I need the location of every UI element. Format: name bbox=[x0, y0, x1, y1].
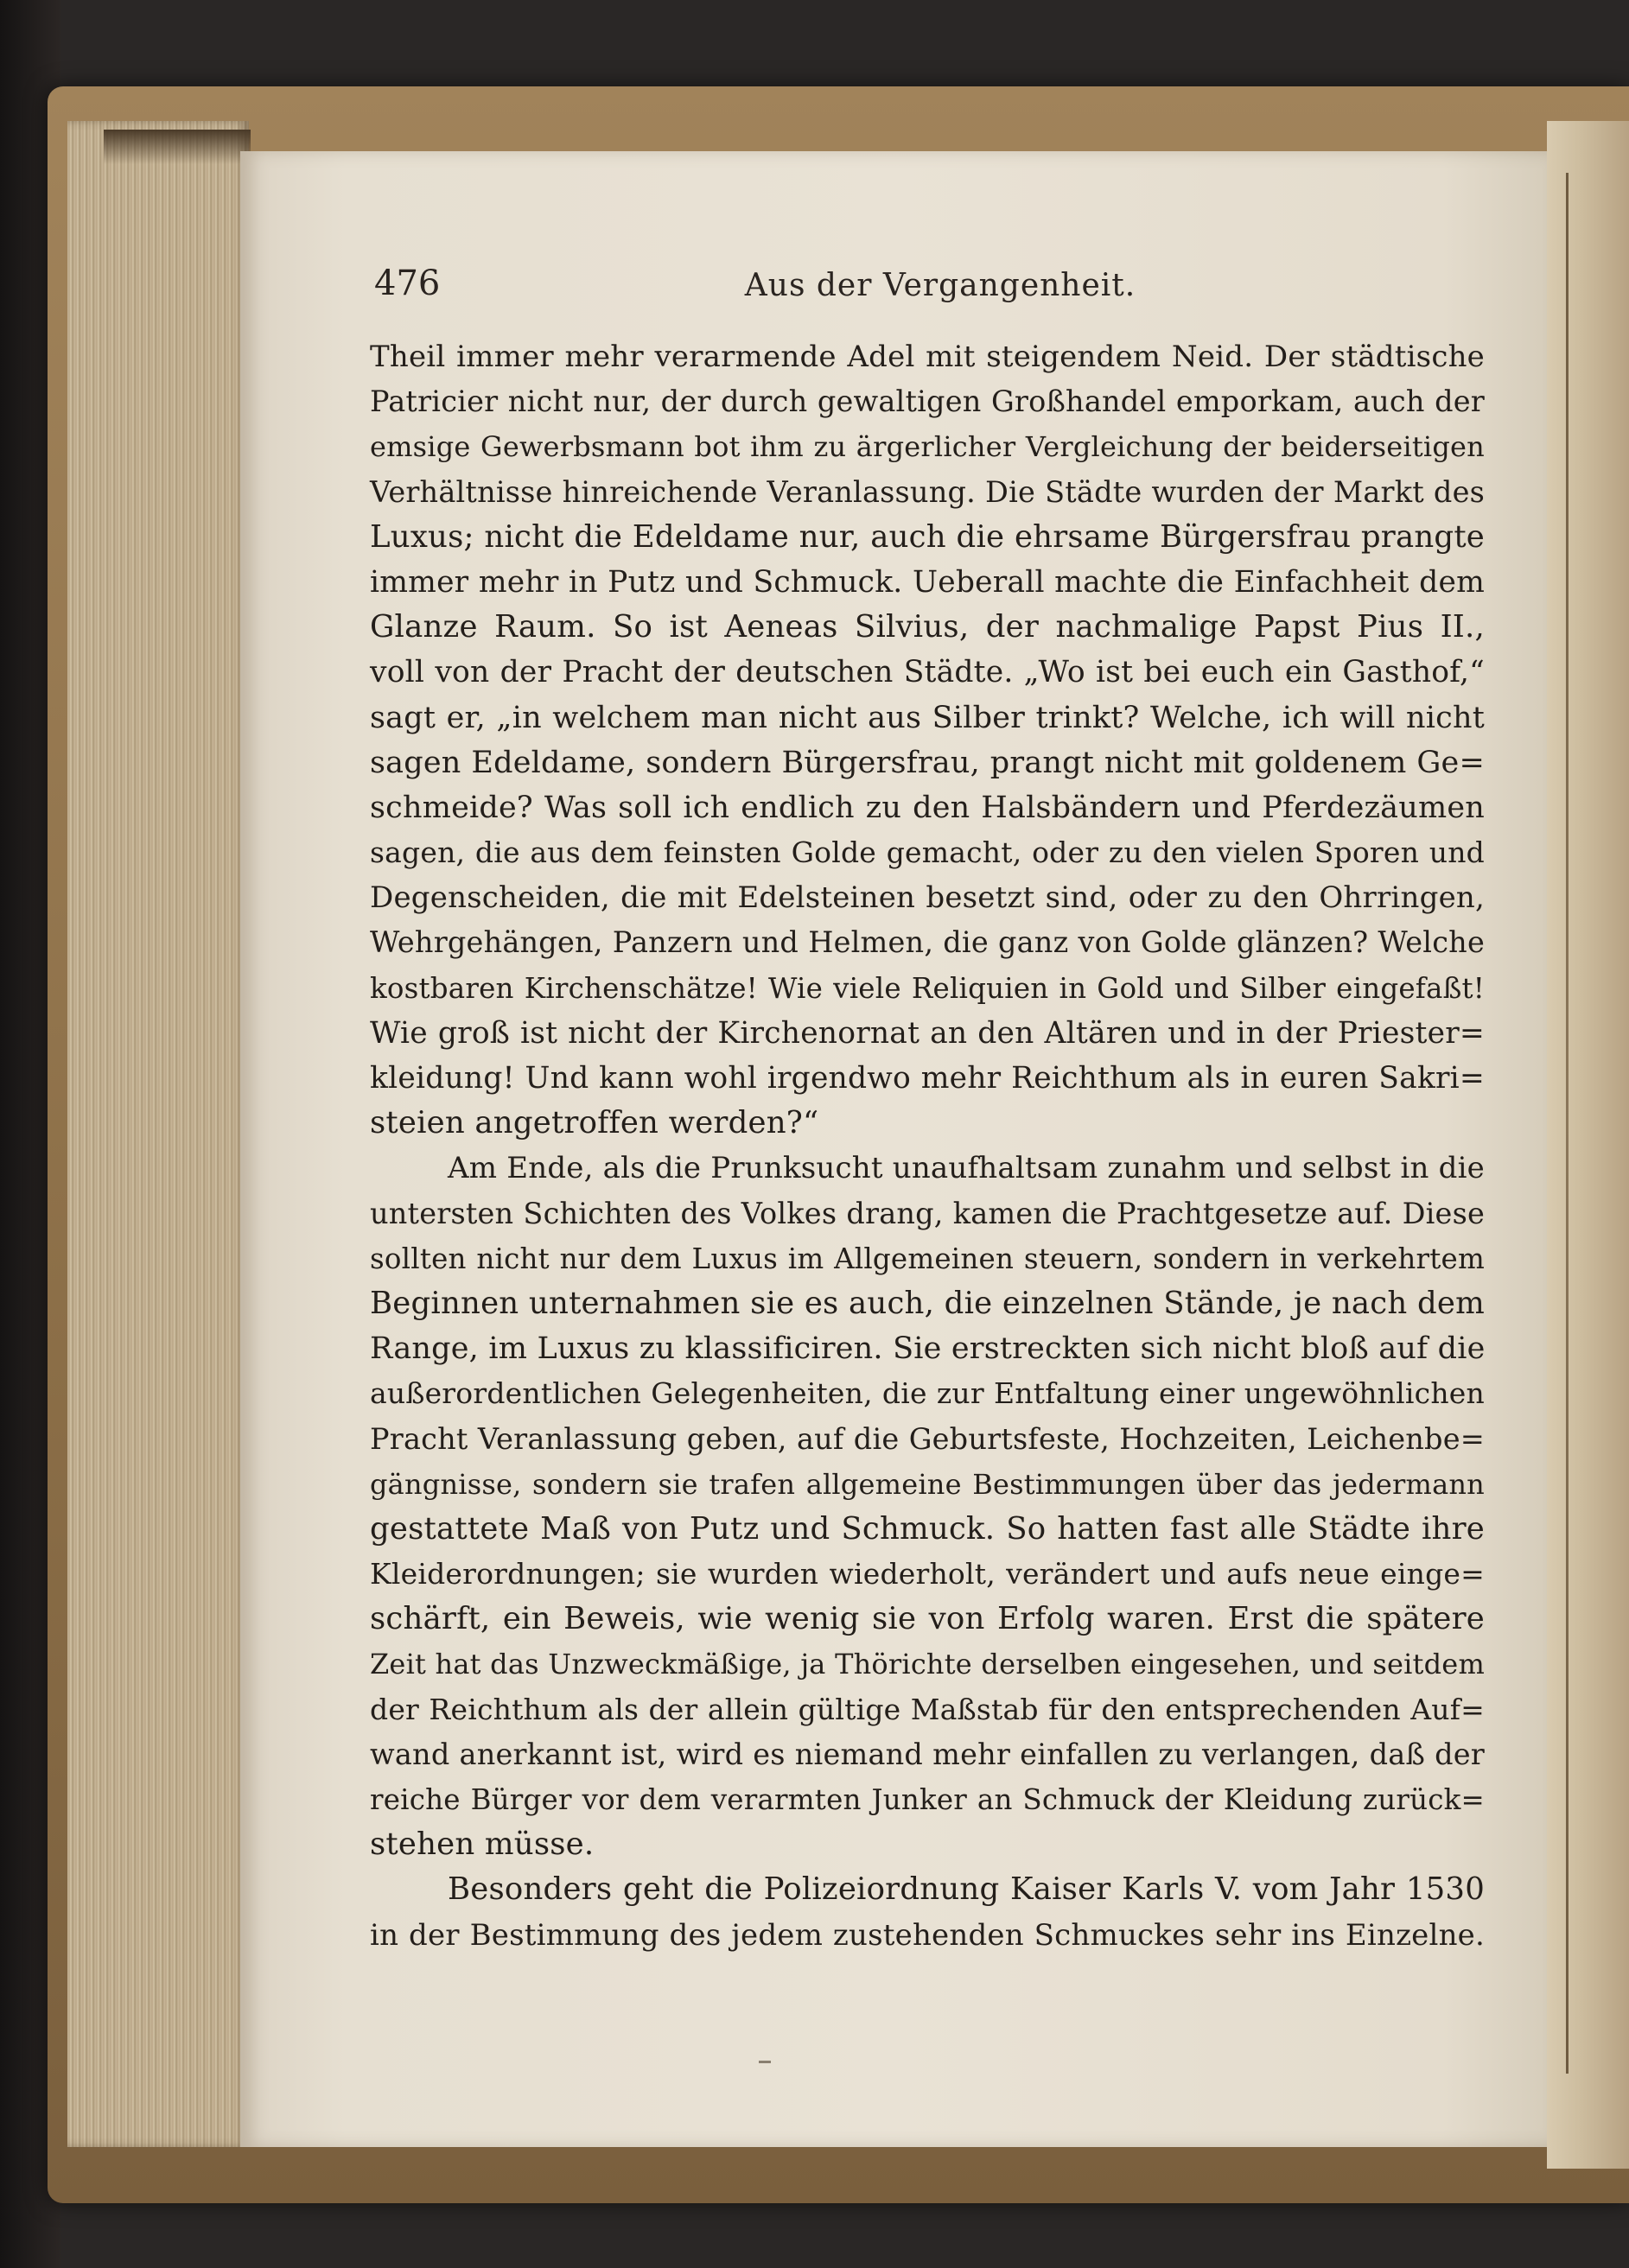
text-line: Kleiderordnungen; sie wurden wiederholt, verändert und aufs neue einge= bbox=[370, 1557, 1485, 1591]
text-line: Glanze Raum. So ist Aeneas Silvius, der nachmalige Papst Pius II., bbox=[370, 609, 1485, 645]
text-line: kleidung! Und kann wohl irgendwo mehr Reichthum als in euren Sakri= bbox=[370, 1061, 1485, 1096]
text-line: Pracht Veranlassung geben, auf die Geburtsfeste, Hochzeiten, Leichenbe= bbox=[370, 1421, 1485, 1456]
text-line: Theil immer mehr verarmende Adel mit steigendem Neid. Der städtische bbox=[370, 340, 1485, 374]
running-head-title: Aus der Vergangenheit. bbox=[744, 268, 1136, 303]
text-line: stehen müsse. bbox=[370, 1826, 595, 1863]
text-line: emsige Gewerbsmann bot ihm zu ärgerlicher Vergleichung der beiderseitigen bbox=[370, 430, 1485, 464]
text-line: steien angetroffen werden?“ bbox=[370, 1105, 819, 1141]
text-line: Luxus; nicht die Edeldame nur, auch die ehrsame Bürgersfrau prangte bbox=[370, 518, 1485, 555]
body-text bbox=[370, 334, 1485, 1958]
text-line: Am Ende, als die Prunksucht unaufhaltsam zunahm und selbst in die bbox=[448, 1151, 1485, 1186]
text-line: reiche Bürger vor dem verarmten Junker an Schmuck der Kleidung zurück= bbox=[370, 1783, 1485, 1816]
book-page bbox=[240, 151, 1547, 2147]
text-line: kostbaren Kirchenschätze! Wie viele Reliquien in Gold und Silber eingefaßt! bbox=[370, 971, 1485, 1005]
facing-page-edge bbox=[1547, 121, 1629, 2169]
footer-mark bbox=[759, 2061, 771, 2063]
page-number: 476 bbox=[374, 264, 441, 303]
text-line: voll von der Pracht der deutschen Städte. „Wo ist bei euch ein Gasthof,“ bbox=[370, 655, 1485, 690]
text-line: Zeit hat das Unzweckmäßige, ja Thörichte derselben eingesehen, und seitdem bbox=[370, 1648, 1485, 1681]
text-line: immer mehr in Putz und Schmuck. Ueberall machte die Einfachheit dem bbox=[370, 564, 1485, 600]
page-edges bbox=[67, 121, 249, 2147]
text-line: Wie groß ist nicht der Kirchenornat an den Altären und in der Priester= bbox=[370, 1015, 1485, 1051]
text-line: sagen, die aus dem feinsten Golde gemacht, oder zu den vielen Sporen und bbox=[370, 835, 1485, 870]
text-line: untersten Schichten des Volkes drang, kamen die Prachtgesetze auf. Diese bbox=[370, 1196, 1485, 1230]
page-edges-shadow bbox=[104, 130, 251, 164]
text-line: sagt er, „in welchem man nicht aus Silber trinkt? Welche, ich will nicht bbox=[370, 700, 1485, 735]
text-line: in der Bestimmung des jedem zustehenden Schmuckes sehr ins Einzelne. bbox=[370, 1917, 1485, 1953]
text-line: Patricier nicht nur, der durch gewaltigen Großhandel emporkam, auch der bbox=[370, 384, 1485, 419]
text-line: Wehrgehängen, Panzern und Helmen, die ganz von Golde glänzen? Welche bbox=[370, 925, 1485, 960]
text-line: Besonders geht die Polizeiordnung Kaiser Karls V. vom Jahr 1530 bbox=[448, 1871, 1485, 1908]
text-line: gängnisse, sondern sie trafen allgemeine Bestimmungen über das jedermann bbox=[370, 1467, 1485, 1501]
text-line: Degenscheiden, die mit Edelsteinen besetzt sind, oder zu den Ohrringen, bbox=[370, 880, 1485, 916]
text-line: Range, im Luxus zu klassificiren. Sie erstreckten sich nicht bloß auf die bbox=[370, 1331, 1486, 1367]
page-gutter-line bbox=[1566, 173, 1569, 2074]
text-line: sagen Edeldame, sondern Bürgersfrau, prangt nicht mit goldenem Ge= bbox=[370, 745, 1485, 780]
text-line: schärft, ein Beweis, wie wenig sie von Erfolg waren. Erst die spätere bbox=[370, 1601, 1485, 1637]
text-line: wand anerkannt ist, wird es niemand mehr einfallen zu verlangen, daß der bbox=[370, 1737, 1485, 1771]
text-line: der Reichthum als der allein gültige Maßstab für den entsprechenden Auf= bbox=[370, 1692, 1485, 1726]
text-line: Verhältnisse hinreichende Veranlassung. Die Städte wurden der Markt des bbox=[370, 474, 1485, 509]
text-line: schmeide? Was soll ich endlich zu den Halsbändern und Pferdezäumen bbox=[370, 790, 1485, 825]
text-line: außerordentlichen Gelegenheiten, die zur Entfaltung einer ungewöhnlichen bbox=[370, 1376, 1485, 1411]
text-line: sollten nicht nur dem Luxus im Allgemeinen steuern, sondern in verkehrtem bbox=[370, 1242, 1485, 1275]
text-line: Beginnen unternahmen sie es auch, die einzelnen Stände, je nach dem bbox=[370, 1285, 1485, 1321]
text-line: gestattete Maß von Putz und Schmuck. So hatten fast alle Städte ihre bbox=[370, 1510, 1485, 1547]
